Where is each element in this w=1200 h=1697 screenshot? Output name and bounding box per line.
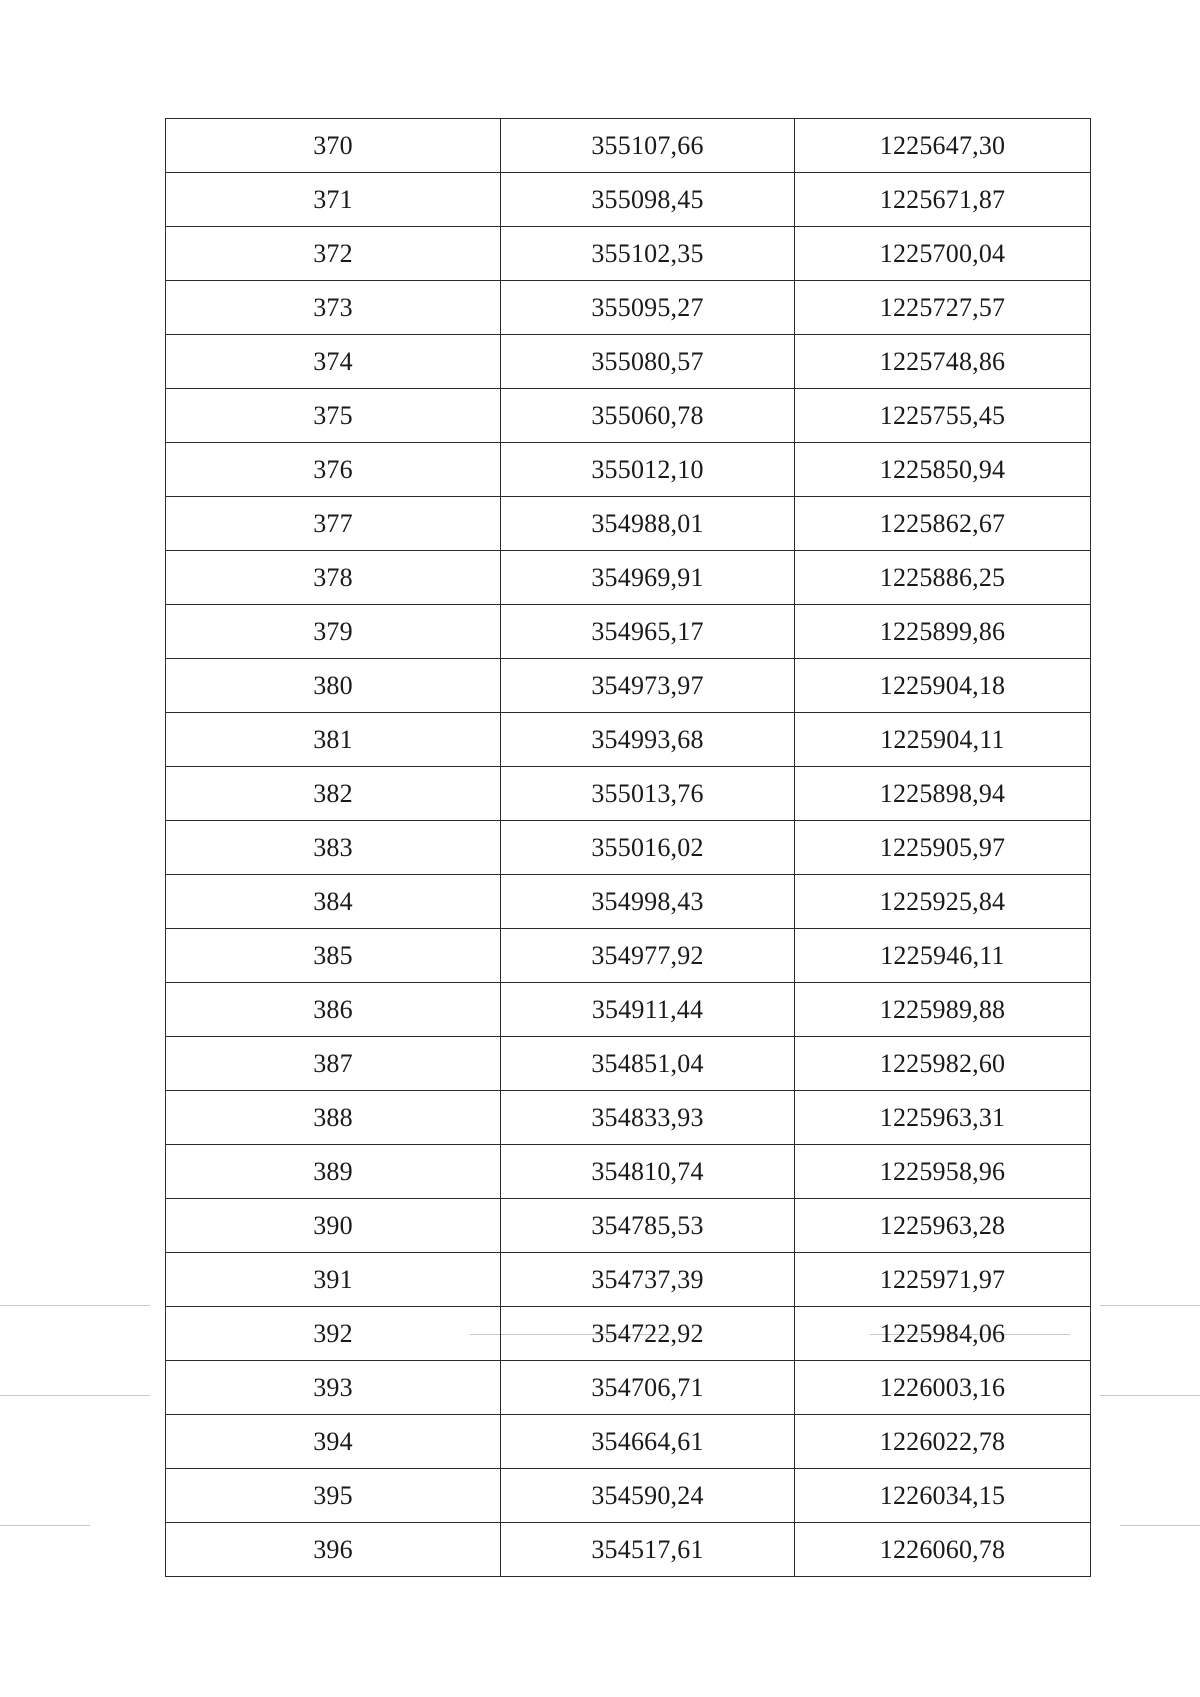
point-number-cell: 376 <box>166 443 501 497</box>
point-number-cell: 374 <box>166 335 501 389</box>
point-number-cell: 383 <box>166 821 501 875</box>
table-row <box>166 389 1091 443</box>
point-number-cell: 373 <box>166 281 501 335</box>
table-row <box>166 1361 1091 1415</box>
x-coordinate-cell: 354973,97 <box>501 659 795 713</box>
y-coordinate-cell: 1225671,87 <box>795 173 1091 227</box>
table-row <box>166 119 1091 173</box>
table-row <box>166 1199 1091 1253</box>
bleed-through-line <box>1100 1305 1200 1306</box>
y-coordinate-cell: 1225925,84 <box>795 875 1091 929</box>
point-number-cell: 394 <box>166 1415 501 1469</box>
point-number-cell: 389 <box>166 1145 501 1199</box>
y-coordinate-cell: 1225904,18 <box>795 659 1091 713</box>
table-row <box>166 335 1091 389</box>
point-number-cell: 395 <box>166 1469 501 1523</box>
table-row <box>166 551 1091 605</box>
bleed-through-line <box>0 1395 150 1396</box>
y-coordinate-cell: 1225748,86 <box>795 335 1091 389</box>
x-coordinate-cell: 355095,27 <box>501 281 795 335</box>
point-number-cell: 371 <box>166 173 501 227</box>
point-number-cell: 370 <box>166 119 501 173</box>
y-coordinate-cell: 1225905,97 <box>795 821 1091 875</box>
point-number-cell: 393 <box>166 1361 501 1415</box>
table-row <box>166 443 1091 497</box>
y-coordinate-cell: 1225647,30 <box>795 119 1091 173</box>
bleed-through-line <box>0 1525 90 1526</box>
x-coordinate-cell: 354706,71 <box>501 1361 795 1415</box>
y-coordinate-cell: 1226022,78 <box>795 1415 1091 1469</box>
x-coordinate-cell: 355098,45 <box>501 173 795 227</box>
y-coordinate-cell: 1225727,57 <box>795 281 1091 335</box>
x-coordinate-cell: 354664,61 <box>501 1415 795 1469</box>
point-number-cell: 377 <box>166 497 501 551</box>
table-row <box>166 1145 1091 1199</box>
x-coordinate-cell: 355012,10 <box>501 443 795 497</box>
x-coordinate-cell: 354785,53 <box>501 1199 795 1253</box>
y-coordinate-cell: 1225971,97 <box>795 1253 1091 1307</box>
x-coordinate-cell: 354851,04 <box>501 1037 795 1091</box>
table-row <box>166 281 1091 335</box>
x-coordinate-cell: 355013,76 <box>501 767 795 821</box>
point-number-cell: 386 <box>166 983 501 1037</box>
coordinates-table-body <box>166 119 1091 1577</box>
y-coordinate-cell: 1225898,94 <box>795 767 1091 821</box>
x-coordinate-cell: 355107,66 <box>501 119 795 173</box>
y-coordinate-cell: 1225963,31 <box>795 1091 1091 1145</box>
point-number-cell: 379 <box>166 605 501 659</box>
coordinates-table <box>165 118 1091 1577</box>
y-coordinate-cell: 1225904,11 <box>795 713 1091 767</box>
x-coordinate-cell: 354969,91 <box>501 551 795 605</box>
table-row <box>166 1523 1091 1577</box>
y-coordinate-cell: 1225755,45 <box>795 389 1091 443</box>
table-row <box>166 1307 1091 1361</box>
y-coordinate-cell: 1225850,94 <box>795 443 1091 497</box>
table-row <box>166 1253 1091 1307</box>
point-number-cell: 385 <box>166 929 501 983</box>
y-coordinate-cell: 1225982,60 <box>795 1037 1091 1091</box>
x-coordinate-cell: 355080,57 <box>501 335 795 389</box>
point-number-cell: 391 <box>166 1253 501 1307</box>
y-coordinate-cell: 1225989,88 <box>795 983 1091 1037</box>
point-number-cell: 392 <box>166 1307 501 1361</box>
bleed-through-line <box>1120 1525 1200 1526</box>
table-row <box>166 929 1091 983</box>
point-number-cell: 390 <box>166 1199 501 1253</box>
x-coordinate-cell: 354993,68 <box>501 713 795 767</box>
table-row <box>166 1091 1091 1145</box>
point-number-cell: 378 <box>166 551 501 605</box>
x-coordinate-cell: 355060,78 <box>501 389 795 443</box>
point-number-cell: 381 <box>166 713 501 767</box>
table-row <box>166 497 1091 551</box>
x-coordinate-cell: 354737,39 <box>501 1253 795 1307</box>
y-coordinate-cell: 1226003,16 <box>795 1361 1091 1415</box>
x-coordinate-cell: 354833,93 <box>501 1091 795 1145</box>
x-coordinate-cell: 354998,43 <box>501 875 795 929</box>
table-row <box>166 605 1091 659</box>
bleed-through-line <box>1100 1395 1200 1396</box>
y-coordinate-cell: 1225958,96 <box>795 1145 1091 1199</box>
y-coordinate-cell: 1225946,11 <box>795 929 1091 983</box>
y-coordinate-cell: 1225700,04 <box>795 227 1091 281</box>
x-coordinate-cell: 354965,17 <box>501 605 795 659</box>
y-coordinate-cell: 1225862,67 <box>795 497 1091 551</box>
x-coordinate-cell: 354810,74 <box>501 1145 795 1199</box>
table-row <box>166 1469 1091 1523</box>
table-row <box>166 659 1091 713</box>
point-number-cell: 396 <box>166 1523 501 1577</box>
point-number-cell: 380 <box>166 659 501 713</box>
x-coordinate-cell: 354977,92 <box>501 929 795 983</box>
table-row <box>166 983 1091 1037</box>
table-row <box>166 875 1091 929</box>
x-coordinate-cell: 354988,01 <box>501 497 795 551</box>
table-row <box>166 767 1091 821</box>
x-coordinate-cell: 355102,35 <box>501 227 795 281</box>
point-number-cell: 372 <box>166 227 501 281</box>
table-row <box>166 227 1091 281</box>
y-coordinate-cell: 1225886,25 <box>795 551 1091 605</box>
x-coordinate-cell: 354590,24 <box>501 1469 795 1523</box>
table-row <box>166 1037 1091 1091</box>
x-coordinate-cell: 354911,44 <box>501 983 795 1037</box>
x-coordinate-cell: 354517,61 <box>501 1523 795 1577</box>
x-coordinate-cell: 354722,92 <box>501 1307 795 1361</box>
y-coordinate-cell: 1225963,28 <box>795 1199 1091 1253</box>
point-number-cell: 382 <box>166 767 501 821</box>
table-row <box>166 821 1091 875</box>
table-row <box>166 713 1091 767</box>
table-row <box>166 173 1091 227</box>
point-number-cell: 388 <box>166 1091 501 1145</box>
table-row <box>166 1415 1091 1469</box>
x-coordinate-cell: 355016,02 <box>501 821 795 875</box>
point-number-cell: 384 <box>166 875 501 929</box>
point-number-cell: 387 <box>166 1037 501 1091</box>
point-number-cell: 375 <box>166 389 501 443</box>
y-coordinate-cell: 1226060,78 <box>795 1523 1091 1577</box>
y-coordinate-cell: 1225899,86 <box>795 605 1091 659</box>
y-coordinate-cell: 1225984,06 <box>795 1307 1091 1361</box>
bleed-through-line <box>0 1305 150 1306</box>
y-coordinate-cell: 1226034,15 <box>795 1469 1091 1523</box>
